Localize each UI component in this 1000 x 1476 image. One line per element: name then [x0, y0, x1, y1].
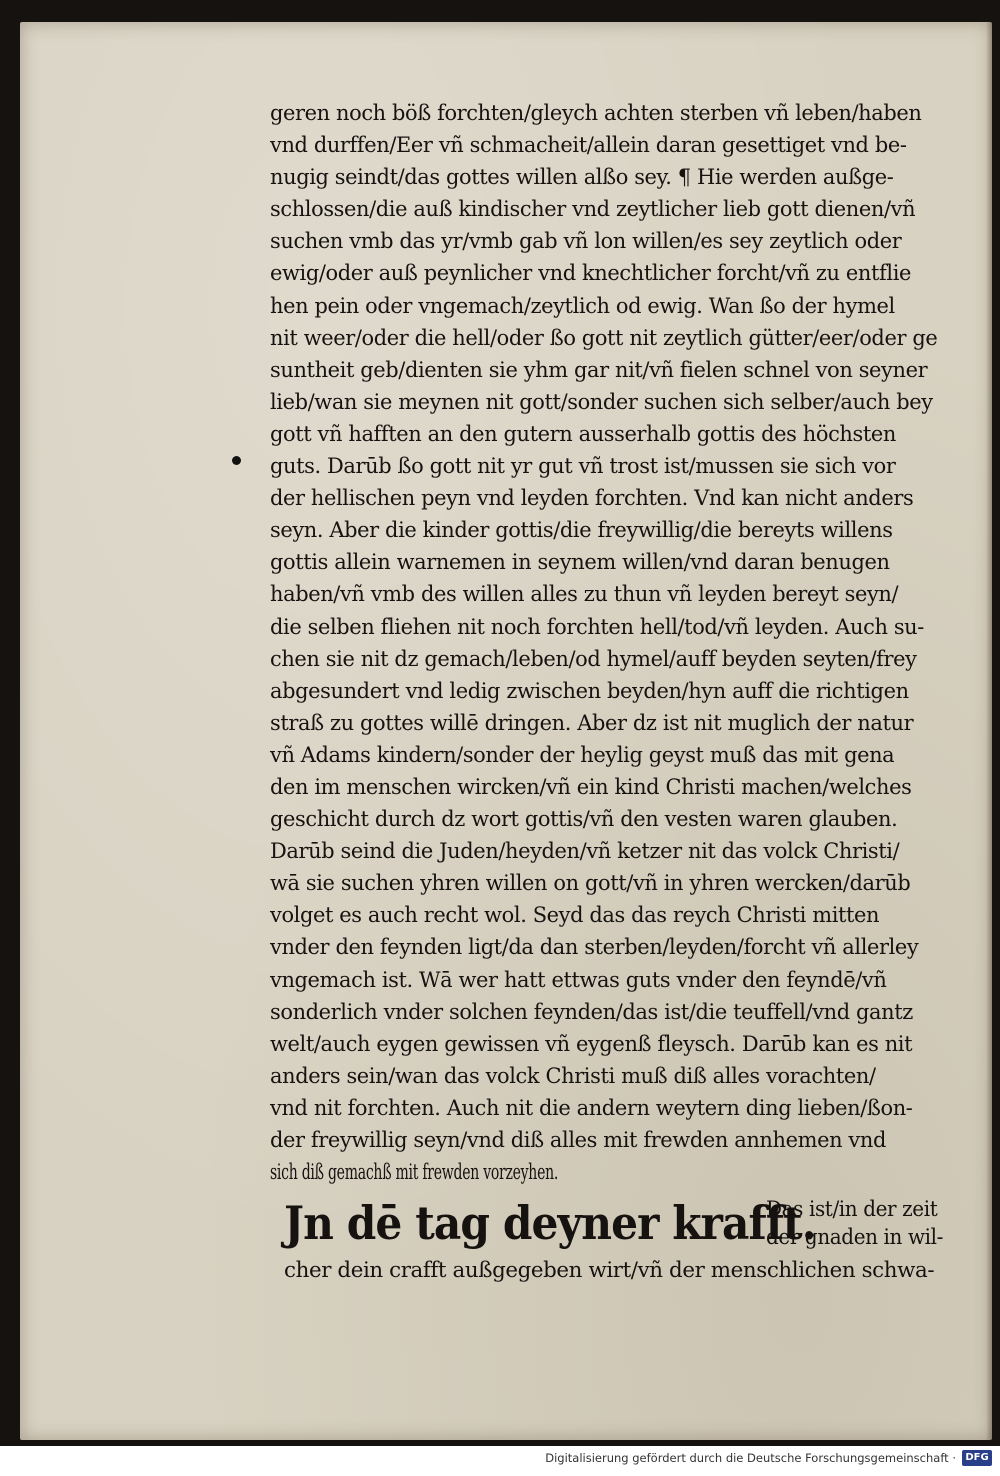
text-line: haben/vñ vmb des willen alles zu thun vñ leyden bereyt seyn/ — [270, 582, 899, 608]
text-line: chen sie nit dz gemach/leben/od hymel/auff beyden seyten/frey — [270, 646, 917, 672]
text-line: lieb/wan sie meynen nit gott/sonder suchen sich selber/auch bey — [270, 389, 933, 415]
text-line: der freywillig seyn/vnd diß alles mit frewden annhemen vnd — [270, 1128, 886, 1153]
text-line: sich diß gemachß mit frewden vorzeyhen. — [270, 1160, 559, 1186]
text-line: volget es auch recht wol. Seyd das das reych Christi mitten — [270, 903, 880, 929]
heading-side-line: der gnaden in wil- — [766, 1225, 944, 1250]
heading-side-line: Das ist/in der zeit — [766, 1197, 938, 1222]
text-line: abgesundert vnd ledig zwischen beyden/hyn auff die richtigen — [270, 678, 909, 704]
verse-heading: Jn dē tag deyner krafft. — [284, 1196, 816, 1251]
text-line: der hellischen peyn vnd leyden forchten. Vnd kan nicht anders — [270, 486, 914, 512]
text-line: seyn. Aber die kinder gottis/die freywillig/die bereyts willens — [270, 518, 893, 544]
heading-row — [270, 1195, 960, 1253]
text-line: vnd nit forchten. Auch nit die andern weytern ding lieben/ßon- — [270, 1095, 913, 1121]
text-line: geren noch böß forchten/gleych achten sterben vñ leben/haben — [270, 101, 922, 126]
text-line: vnder den feynden ligt/da dan sterben/leyden/forcht vñ allerley — [270, 935, 919, 961]
text-line: guts. Darūb ßo gott nit yr gut vñ trost ist/mussen sie sich vor — [270, 454, 896, 480]
text-line: Darūb seind die Juden/heyden/vñ ketzer nit das volck Christi/ — [270, 839, 900, 865]
text-line: vñ Adams kindern/sonder der heylig geyst muß das mit gena — [270, 742, 895, 768]
text-line: straß zu gottes willē dringen. Aber dz ist nit muglich der natur — [270, 710, 914, 736]
text-line: schlossen/die auß kindischer vnd zeytlicher lieb gott dienen/vñ — [270, 197, 916, 223]
margin-ink-dot — [232, 456, 241, 465]
text-line: anders sein/wan das volck Christi muß diß alles vorachten/ — [270, 1063, 876, 1089]
text-line: geschicht durch dz wort gottis/vñ den vesten waren glauben. — [270, 807, 898, 833]
text-line: nit weer/oder die hell/oder ßo gott nit zeytlich gütter/eer/oder ge — [270, 325, 938, 351]
closing-line: cher dein crafft außgegeben wirt/vñ der menschlichen schwa- — [284, 1258, 935, 1284]
dfg-logo: DFG — [962, 1450, 992, 1466]
text-line: hen pein oder vngemach/zeytlich od ewig. Wan ßo der hymel — [270, 293, 895, 319]
text-line: die selben fliehen nit noch forchten hell/tod/vñ leyden. Auch su- — [270, 614, 924, 640]
text-line: suchen vmb das yr/vmb gab vñ lon willen/es sey zeytlich oder — [270, 229, 902, 255]
text-line: welt/auch eygen gewissen vñ eygenß fleysch. Darūb kan es nit — [270, 1031, 913, 1057]
page-edge-shadow — [986, 22, 992, 1440]
heading-side-text — [766, 1195, 966, 1251]
text-line: sonderlich vnder solchen feynden/das ist/die teuffell/vnd gantz — [270, 999, 913, 1025]
text-line: ewig/oder auß peynlicher vnd knechtlicher forcht/vñ zu entflie — [270, 261, 912, 287]
text-line: vnd durffen/Eer vñ schmacheit/allein daran gesettiget vnd be- — [270, 133, 907, 159]
page-text-block — [270, 98, 960, 1287]
text-line: nugig seindt/das gottes willen alßo sey. ¶ Hie werden außge- — [270, 165, 894, 191]
text-line: gottis allein warnemen in seynem willen/vnd daran benugen — [270, 550, 890, 576]
text-line: den im menschen wircken/vñ ein kind Christi machen/welches — [270, 774, 912, 800]
funding-notice: Digitalisierung gefördert durch die Deutsche Forschungsgemeinschaft · — [545, 1451, 956, 1465]
text-line: gott vñ hafften an den gutern ausserhalb gottis des höchsten — [270, 421, 896, 447]
text-line: vngemach ist. Wā wer hatt ettwas guts vnder den feyndē/vñ — [270, 967, 887, 993]
body-text — [270, 98, 960, 1189]
text-line: wā sie suchen yhren willen on gott/vñ in yhren wercken/darūb — [270, 871, 911, 897]
text-line: suntheit geb/dienten sie yhm gar nit/vñ fielen schnel von seyner — [270, 357, 928, 383]
